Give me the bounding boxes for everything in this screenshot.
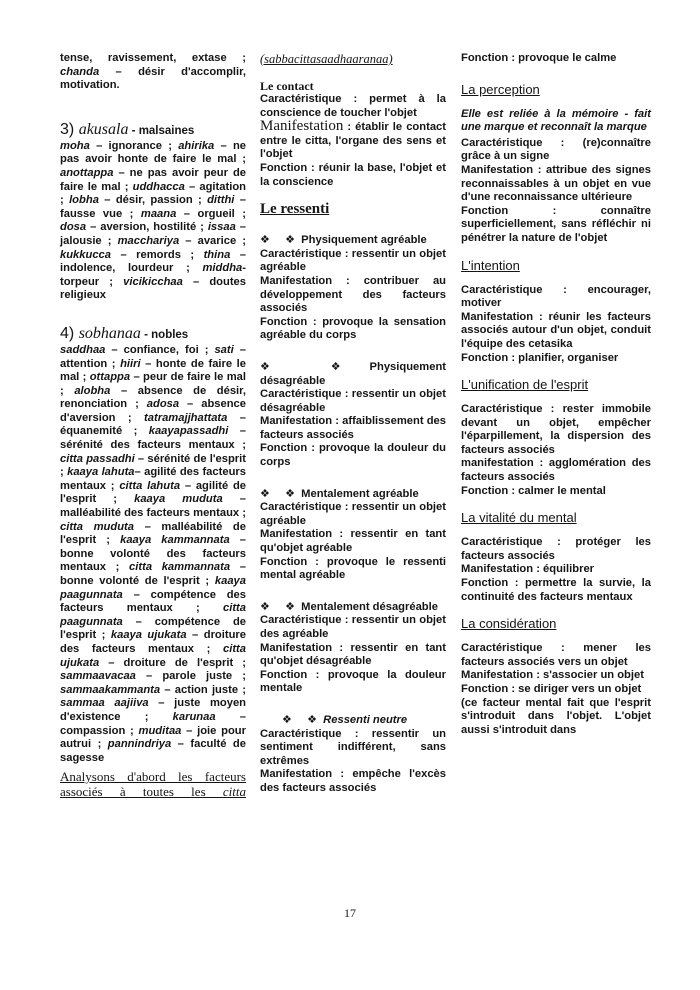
section-fonc: Fonction : connaître superficiellement, sans réfléchir ni pénétrer la nature de l'objet	[461, 204, 651, 244]
definition: – absence d'aversion ;	[60, 398, 247, 424]
pali-term: thina	[203, 248, 231, 261]
definition: – agitation ;	[60, 180, 246, 207]
ressenti-fonc: Fonction : provoque le ressenti mental agréable	[260, 555, 446, 582]
ressenti-fonc: Fonction : provoque la douleur mentale	[260, 668, 446, 695]
section-heading: La perception	[461, 81, 540, 97]
definition: – remords ;	[111, 248, 204, 261]
pali-term: adosa	[146, 398, 180, 411]
pali-term: citta muduta	[60, 520, 134, 533]
pali-term: uddhacca	[132, 180, 185, 193]
pali-term: citta ujukata	[60, 642, 246, 669]
definition: – honte de faire le mal ;	[60, 357, 246, 384]
ressenti-manif: Manifestation : empêche l'excès des facteurs associés	[260, 768, 446, 794]
definition: – droiture des facteurs mentaux ;	[60, 629, 246, 655]
page-number: 17	[344, 906, 356, 920]
ressenti-manif: Manifestation : contribuer au développement des facteurs associés	[260, 274, 446, 315]
ressenti-title-text: Mentalement agréable	[301, 487, 419, 500]
pali-term: citta paagunnata	[60, 602, 246, 628]
ressenti-car: Caractéristique : ressentir un objet désagréable	[260, 388, 446, 414]
diamond-icon: ❖ ❖	[260, 234, 302, 247]
pali-term: kaaya lahuta	[67, 466, 135, 479]
ressenti-fonc: Fonction : provoque la douleur du corps	[260, 442, 446, 469]
pali-term: citta	[222, 784, 246, 800]
pali-term: akusala	[78, 120, 129, 138]
ressenti-heading: Le ressenti	[260, 201, 330, 218]
column-left	[60, 52, 246, 799]
section-car: Caractéristique : encourager, motiver	[461, 283, 651, 310]
diamond-icon: ❖ ❖	[260, 600, 302, 613]
definition: – parole juste ;	[135, 670, 246, 683]
section-heading-sobhanaa: 4) sobhanaa - nobles	[60, 324, 189, 342]
pali-term: hiiri	[120, 357, 141, 370]
section-block	[461, 258, 651, 366]
top-fonction: Fonction : provoque le calme	[461, 52, 617, 64]
pali-term: issaa	[207, 221, 236, 234]
pali-term: kaayapassadhi	[148, 425, 229, 438]
sobhanaa-list	[60, 344, 246, 765]
definition: – équanemité ;	[60, 411, 246, 438]
section-block	[461, 510, 651, 604]
definition: – ne pas avoir honte de faire le mal ;	[60, 139, 247, 166]
definition: – peur de faire le mal ;	[60, 371, 246, 397]
pali-term: dosa	[60, 221, 87, 234]
pali-term: tatramajjhattata	[144, 411, 228, 424]
pali-term: moha	[60, 139, 90, 152]
pali-term: citta passadhi	[60, 452, 135, 465]
diamond-icon: ❖ ❖	[260, 487, 302, 500]
definition: – bonne volonté des facteurs mentaux ;	[60, 534, 246, 574]
section-car: Caractéristique : rester immobile devant un objet, empêcher l'éparpillement, la dispersion des facteurs associés	[461, 403, 651, 456]
section-car: Caractéristique : mener les facteurs associés vers un objet	[461, 642, 651, 668]
section-fonc: Fonction : permettre la survie, la continuité des facteurs mentaux	[461, 577, 651, 603]
pali-term: citta lahuta	[119, 479, 181, 492]
ressenti-manif: Manifestation : affaiblissement des facteurs associés	[260, 415, 446, 441]
sections-list	[461, 82, 651, 738]
definition: – compassion ;	[60, 710, 246, 737]
ressenti-car: Caractéristique : ressentir un sentiment indifférent, sans extrêmes	[260, 727, 446, 767]
contact-caracteristique: Caractéristique : permet à la conscience de toucher l'objet	[260, 93, 446, 119]
section-heading: La considération	[461, 616, 557, 632]
pali-term: ottappa	[89, 371, 131, 384]
definition: – action juste ;	[160, 683, 246, 696]
pali-term: anottappa	[60, 166, 114, 179]
ressenti-item	[260, 601, 446, 696]
definition: – agilité de l'esprit ;	[60, 479, 247, 506]
section-fonc: Fonction : se diriger vers un objet	[461, 683, 642, 695]
ressenti-title	[260, 488, 446, 502]
section-extra: (ce facteur mental fait que l'esprit s'introduit dans l'objet. L'objet aussi s'introduit dans	[461, 696, 651, 736]
pali-term: pannindriya	[107, 738, 172, 751]
intro-paragraph	[60, 52, 246, 93]
definition: – faculté de sagesse	[60, 738, 246, 764]
definition: – ne pas avoir peur de faire le mal ;	[60, 166, 246, 193]
definition: – doutes religieux	[60, 275, 246, 302]
ressenti-manif: Manifestation : ressentir en tant qu'objet désagréable	[260, 641, 446, 668]
pali-term: muditaa	[138, 724, 182, 737]
intro-definition: – désir d'accomplir, motivation.	[60, 65, 246, 92]
pali-term: kaaya kammannata	[120, 534, 230, 547]
definition: – absence de désir, renonciation ;	[60, 384, 246, 411]
pali-term: sobhanaa	[78, 324, 141, 342]
section-car: Caractéristique : protéger les facteurs associés	[461, 536, 651, 562]
ressenti-title-text: Ressenti neutre	[323, 713, 408, 726]
ressenti-car: Caractéristique : ressentir un objet agréable	[260, 501, 446, 527]
definition: – jalousie ;	[60, 221, 246, 247]
definition: – désir, passion ;	[98, 194, 208, 207]
pali-term: middha	[202, 262, 243, 275]
definition: – sérénité des facteurs mentaux ;	[60, 425, 246, 452]
pali-term: kukkucca	[60, 248, 111, 261]
section-manif: Manifestation : s'associer un objet	[461, 669, 644, 682]
section-block	[461, 377, 651, 498]
ressenti-title	[260, 361, 446, 388]
ressenti-fonc: Fonction : provoque la sensation agréable du corps	[260, 315, 446, 342]
definition: – orgueil ;	[176, 207, 246, 220]
pali-term: sammaakammanta	[60, 683, 161, 696]
ressenti-title-text: Physiquement désagréable	[260, 360, 446, 387]
contact-heading: Le contact	[260, 79, 314, 93]
definition: – confiance, foi ;	[105, 343, 215, 356]
section-manif: Manifestation : attribue des signes reconnaissables à un objet en vue d'une reconnaissance ultérieure	[461, 163, 651, 204]
ressenti-manif: Manifestation : ressentir en tant qu'objet agréable	[260, 528, 446, 555]
section-heading: L'intention	[461, 257, 520, 273]
pali-term: ditthi	[207, 194, 235, 207]
pali-term: sati	[214, 343, 234, 356]
section-fonc: Fonction : planifier, organiser	[461, 351, 619, 364]
pali-term: kaaya paagunnata	[60, 575, 246, 601]
ressenti-title	[260, 234, 446, 248]
pali-term: alobha	[74, 384, 111, 397]
ressenti-car: Caractéristique : ressentir un objet agréable	[260, 247, 446, 274]
section-heading: La vitalité du mental	[461, 510, 577, 526]
pali-term: kaaya muduta	[134, 493, 223, 506]
pali-term: maana	[140, 207, 177, 220]
section-block	[461, 616, 651, 737]
section-heading: L'unification de l'esprit	[461, 377, 589, 393]
definition: – ignorance ;	[89, 139, 179, 152]
section-heading-akusala: 3) akusala - malsaines	[60, 120, 195, 138]
section-car: Caractéristique : (re)connaître grâce à un signe	[461, 136, 651, 163]
definition: – juste moyen d'existence ;	[60, 697, 247, 723]
pali-term: karunaa	[172, 710, 216, 723]
pali-term: chanda	[60, 65, 100, 78]
definition: – agilité des facteurs mentaux ;	[60, 466, 246, 492]
definition: – fausse vue ;	[60, 194, 246, 220]
pali-term: sammaa aajiiva	[60, 697, 149, 710]
ressenti-car: Caractéristique : ressentir un objet des agréable	[260, 614, 446, 640]
definition: – bonne volonté de l'esprit ;	[60, 561, 246, 587]
intro-text: tense, ravissement, extase ;	[60, 52, 246, 64]
definition: – malléabilité des facteurs mentaux ;	[60, 493, 246, 520]
pali-term: ahirika	[178, 139, 215, 152]
definition: – aversion, hostilité ;	[86, 221, 208, 234]
section-manif: Manifestation : équilibrer	[461, 563, 595, 576]
definition: – malléabilité de l'esprit ;	[60, 520, 246, 547]
ressenti-item	[260, 714, 446, 796]
contact-fonction: Fonction : réunir la base, l'objet et la conscience	[260, 161, 446, 188]
column-middle	[260, 52, 446, 796]
pali-term: vicikicchaa	[123, 275, 183, 288]
pali-term: lobha	[69, 194, 99, 207]
contact-manifestation: Manifestation : établir le contact entre le citta, l'organe des sens et l'objet	[260, 118, 446, 161]
pali-term: citta kammannata	[129, 561, 231, 574]
ressenti-item	[260, 488, 446, 583]
closing-paragraph: Analysons d'abord les facteurs associés à toutes les citta	[60, 769, 246, 800]
ressenti-item	[260, 234, 446, 343]
pali-term: sammaavacaa	[60, 670, 136, 683]
section-manif: Manifestation : réunir les facteurs associés autour d'un objet, conduit l'équipe des cetasika	[461, 310, 651, 350]
definition: – joie pour autrui ;	[60, 724, 246, 751]
section-intro: Elle est reliée à la mémoire - fait une marque et reconnaît la marque	[461, 107, 651, 134]
section-manif: manifestation : agglomération des facteurs associés	[461, 457, 651, 484]
pali-term: kaaya ujukata	[110, 629, 187, 642]
definition: – attention ;	[60, 343, 246, 370]
definition: – compétence de l'esprit ;	[60, 615, 246, 642]
ressenti-title	[260, 601, 446, 615]
pali-term: saddhaa	[60, 343, 106, 356]
pali-term: macchariya	[117, 234, 180, 247]
ressenti-item	[260, 361, 446, 470]
definition: – compétence des facteurs mentaux ;	[60, 588, 246, 615]
ressenti-title	[260, 714, 446, 728]
diamond-icon: ❖ ❖	[260, 360, 370, 373]
diamond-icon: ❖ ❖	[282, 713, 324, 726]
pali-heading: (sabbacittasaadhaaranaa)	[260, 52, 393, 66]
definition: – droiture de l'esprit ;	[99, 656, 246, 669]
section-fonc: Fonction : calmer le mental	[461, 484, 606, 497]
ressenti-title-text: Physiquement agréable	[301, 234, 427, 247]
ressenti-items	[260, 234, 446, 795]
akusala-list	[60, 140, 246, 303]
definition: – avarice ;	[179, 234, 246, 247]
definition: -torpeur ;	[60, 262, 246, 288]
section-block	[461, 82, 651, 246]
column-right	[461, 52, 651, 737]
definition: – sérénité de l'esprit ;	[60, 452, 246, 479]
definition: – indolence, lourdeur ;	[60, 248, 246, 275]
ressenti-title-text: Mentalement désagréable	[301, 600, 438, 613]
